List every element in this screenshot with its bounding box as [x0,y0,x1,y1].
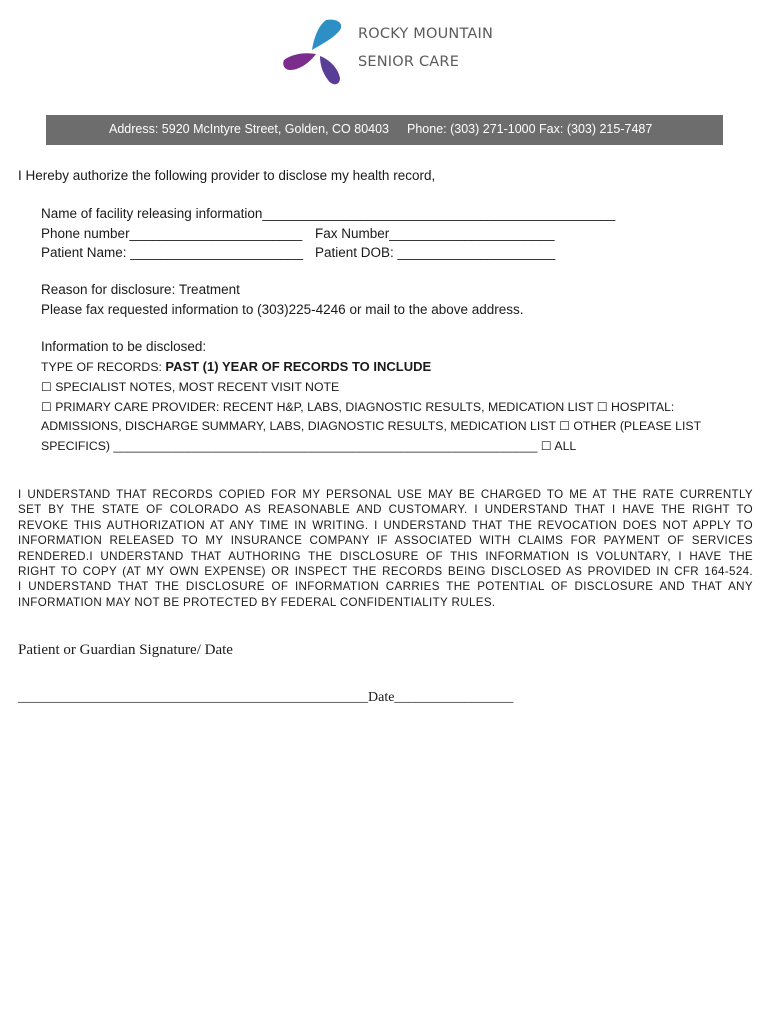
patient-dob-field: Patient DOB: _____________________ [315,245,556,260]
primary-care-option [41,399,674,415]
specialist-option [41,379,339,395]
address-text: Address: 5920 McIntyre Street, Golden, CO 80403 [109,122,390,136]
specialist-checkbox-icon[interactable]: ☐ [41,380,52,394]
all-label: ALL [554,439,577,453]
legal-line: I UNDERSTAND THAT THE DISCLOSURE OF INFORMATION CARRIES THE POTENTIAL OF DISCLOSURE AND THAT ANY [18,580,753,594]
address-bar [46,115,723,145]
records-type-value: PAST (1) YEAR OF RECORDS TO INCLUDE [165,359,432,374]
legal-line: REVOKE THIS AUTHORIZATION AT ANY TIME IN WRITING. I UNDERSTAND THAT THE REVOCATION DOES NOT APPLY TO [18,518,753,532]
admissions-label: ADMISSIONS, DISCHARGE SUMMARY, LABS, DIAGNOSTIC RESULTS, MEDICATION LIST [41,419,556,433]
legal-line: I UNDERSTAND THAT RECORDS COPIED FOR MY PERSONAL USE MAY BE CHARGED TO ME AT THE RATE CURRENTLY [18,488,753,501]
primary-care-checkbox-icon[interactable]: ☐ [41,400,52,414]
legal-paragraph [18,487,753,610]
primary-care-label: PRIMARY CARE PROVIDER: RECENT H&P, LABS, DIAGNOSTIC RESULTS, MEDICATION LIST [55,400,594,414]
legal-line: RIGHT TO COPY (AT MY OWN EXPENSE) OR INSPECT THE RECORDS BEING DISCLOSED AS PROVIDED IN CFR 164-524. [18,565,753,579]
intro-text: I Hereby authorize the following provider to disclose my health record, [18,168,436,183]
facility-field: Name of facility releasing information_______________________________________________ [41,206,616,221]
phone-fax-text: Phone: (303) 271-1000 Fax: (303) 215-7487 [407,122,653,136]
other-checkbox-icon[interactable]: ☐ [559,419,570,433]
specifics-label: SPECIFICS) ______________________________________________________________ [41,439,538,453]
hospital-label: HOSPITAL: [611,400,675,414]
fax-instruction-line: Please fax requested information to (303)225-4246 or mail to the above address. [41,302,524,317]
specialist-label: SPECIALIST NOTES, MOST RECENT VISIT NOTE [55,380,340,394]
legal-line: RENDERED.I UNDERSTAND THAT AUTHORING THE DISCLOSURE OF THIS INFORMATION IS VOLUNTARY, I HAVE THE [18,549,753,563]
patient-name-field: Patient Name: _______________________ [41,245,303,260]
logo-text-line2: SENIOR CARE [358,54,460,70]
signature-heading: Patient or Guardian Signature/ Date [18,642,233,658]
logo [282,16,492,88]
records-type-label: TYPE OF RECORDS: [41,360,166,374]
signature-date-line[interactable]: __________________________________________________Date_________________ [18,690,514,705]
legal-line: INFORMATION RELEASED TO MY INSURANCE COMPANY IF ASSOCIATED WITH CLAIMS FOR PAYMENT OF SERVICES [18,534,753,548]
specifics-line [41,438,576,454]
logo-text-line1: ROCKY MOUNTAIN [358,26,494,42]
hospital-checkbox-icon[interactable]: ☐ [596,400,608,414]
fax-field: Fax Number______________________ [315,226,555,241]
all-checkbox-icon[interactable]: ☐ [540,439,552,453]
other-label: OTHER (PLEASE LIST [573,419,702,433]
records-type-line [41,359,431,375]
legal-line: SET BY THE STATE OF COLORADO AS REASONABLE AND CUSTOMARY. I UNDERSTAND THAT I HAVE THE RIGHT TO [18,503,753,517]
info-heading: Information to be disclosed: [41,339,207,354]
legal-line: INFORMATION MAY NOT BE PROTECTED BY FEDERAL CONFIDENTIALITY RULES. [18,595,496,609]
reason-line: Reason for disclosure: Treatment [41,282,240,297]
phone-field: Phone number_______________________ [41,226,303,241]
pinwheel-logo-icon [282,16,354,88]
admissions-line [41,418,701,434]
